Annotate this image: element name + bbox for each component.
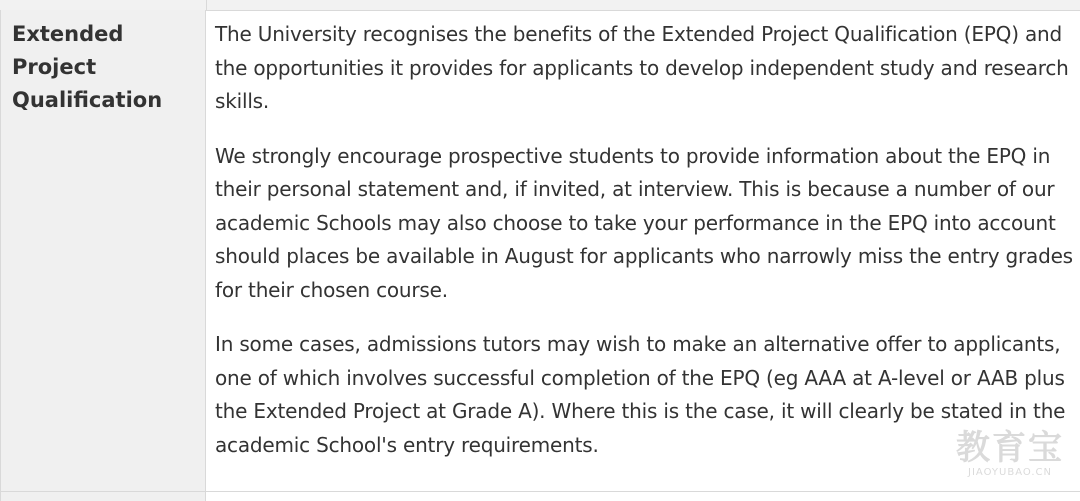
- row-label-cell: [0, 10, 206, 491]
- watermark-main-text: 教育宝: [956, 428, 1064, 468]
- watermark-logo: [956, 429, 1064, 479]
- row-label: Extended Project Qualification: [12, 22, 163, 112]
- table-row: [0, 10, 1080, 492]
- next-row-label-edge: [0, 492, 206, 501]
- paragraph-epq-alternative-offer: In some cases, admissions tutors may wish to make an alternative offer to applicants, one of which involves successful completion of the EPQ (eg AAA at A-level or AAB plus the Extended Project at Grade A). Where this is the case, it will clearly be stated in the academic School's entry requirements.: [215, 332, 1066, 457]
- paragraph-epq-encourage: We strongly encourage prospective students to provide information about the EPQ in their personal statement and, if invited, at interview. This is because a number of our academic Schools may also choose to take your performance in the EPQ into account should places be available in August for applicants who narrowly miss the entry grades for their chosen course.: [215, 143, 1073, 302]
- watermark-sub-text: JIAOYUBAO.CN: [968, 467, 1052, 478]
- next-row-edge: [0, 492, 1080, 501]
- row-content-cell: [207, 10, 1080, 491]
- previous-row-label-edge: [0, 0, 207, 10]
- paragraph-epq-benefits: The University recognises the benefits of the Extended Project Qualification (EPQ) and the opportunities it provides for applicants to develop independent study and research skills.: [215, 22, 1069, 113]
